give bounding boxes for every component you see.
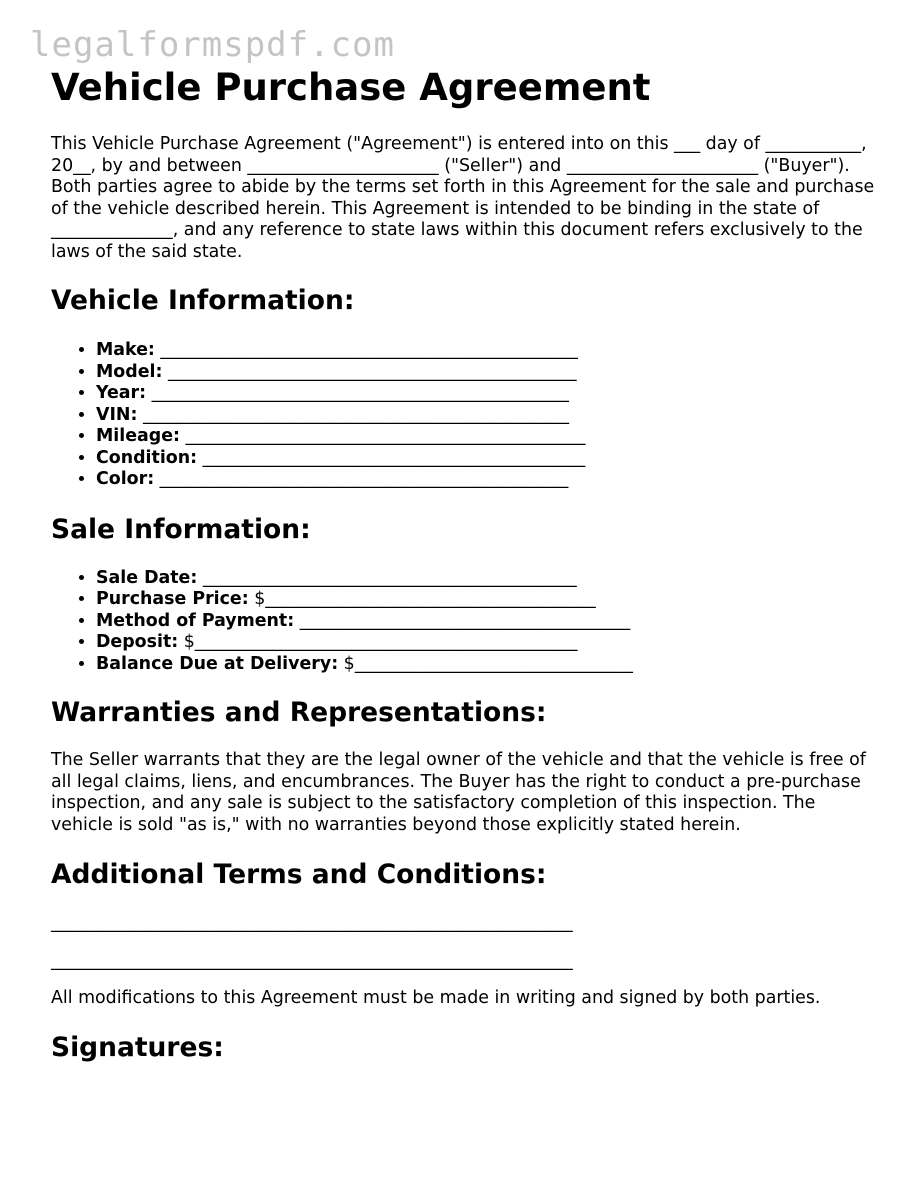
field-blank: $______________________________________ bbox=[248, 589, 596, 609]
field-label: Model: bbox=[96, 361, 163, 382]
field-label: Purchase Price: bbox=[96, 589, 249, 609]
field-blank: $________________________________ bbox=[338, 653, 633, 674]
field-blank: _______________________________________________ bbox=[154, 469, 569, 489]
sale-info-heading: Sale Information: bbox=[51, 513, 311, 545]
field-blank: $____________________________________________ bbox=[178, 632, 578, 652]
list-item bbox=[96, 469, 881, 491]
field-label: Year: bbox=[96, 383, 147, 403]
field-blank: ______________________________________________ bbox=[179, 426, 586, 446]
field-blank: _________________________________________________ bbox=[137, 404, 570, 425]
modifications-note: All modifications to this Agreement must be made in writing and signed by both parties. bbox=[51, 988, 821, 1008]
list-item bbox=[96, 654, 881, 676]
warranties-heading: Warranties and Representations: bbox=[51, 697, 547, 728]
list-item bbox=[96, 340, 881, 362]
additional-terms-heading: Additional Terms and Conditions: bbox=[51, 859, 547, 890]
list-item bbox=[96, 632, 881, 654]
watermark-logo: legalformspdf.com bbox=[30, 25, 395, 65]
document-page bbox=[51, 66, 881, 1064]
list-item bbox=[96, 362, 881, 384]
field-blank: ________________________________________________ bbox=[154, 340, 578, 360]
field-blank: ___________________________________________ bbox=[197, 567, 577, 588]
terms-blank-line-2: ____________________________________________________________ bbox=[51, 950, 573, 971]
list-item bbox=[96, 568, 881, 590]
field-label: Color: bbox=[96, 469, 155, 489]
sale-info-list bbox=[51, 568, 881, 676]
field-label: Make: bbox=[96, 340, 155, 360]
field-label: Deposit: bbox=[96, 632, 179, 652]
terms-blank-line-1: ____________________________________________________________ bbox=[51, 913, 573, 933]
signatures-heading: Signatures: bbox=[51, 1031, 224, 1063]
field-label: Condition: bbox=[96, 447, 198, 468]
field-blank: _______________________________________________ bbox=[162, 361, 577, 382]
document-title: Vehicle Purchase Agreement bbox=[51, 66, 651, 109]
field-blank: ____________________________________________ bbox=[197, 447, 586, 468]
field-blank: ________________________________________________ bbox=[146, 383, 569, 403]
list-item bbox=[96, 383, 881, 405]
field-label: Sale Date: bbox=[96, 567, 198, 588]
field-label: Method of Payment: bbox=[96, 610, 295, 631]
warranties-paragraph: The Seller warrants that they are the legal owner of the vehicle and that the vehicle is free of all legal claims, liens, and encumbrances. The Buyer has the right to conduct a pre-purchase inspection, and any sale is subject to the satisfactory completion of this inspection. The vehicle is sold "as is," with no warranties beyond those explicitly stated herein. bbox=[51, 750, 866, 835]
list-item bbox=[96, 611, 881, 633]
field-label: Mileage: bbox=[96, 426, 180, 446]
list-item bbox=[96, 448, 881, 470]
list-item bbox=[96, 405, 881, 427]
intro-paragraph: This Vehicle Purchase Agreement ("Agreement") is entered into on this ___ day of ___________, 20__, by and between ______________________ ("Seller") and ______________________ ("Buyer"). Both parties agree to abide by the terms set forth in this Agreement for the sale and purchase of the vehicle described herein. This Agreement is intended to be binding in the state of ______________, and any reference to state laws within this document refers exclusively to the laws of the said state. bbox=[51, 134, 875, 262]
field-label: VIN: bbox=[96, 404, 138, 425]
field-label: Balance Due at Delivery: bbox=[96, 653, 339, 674]
list-item bbox=[96, 589, 881, 611]
vehicle-info-list bbox=[51, 340, 881, 491]
vehicle-info-heading: Vehicle Information: bbox=[51, 285, 355, 316]
field-blank: ______________________________________ bbox=[294, 610, 631, 631]
list-item bbox=[96, 426, 881, 448]
